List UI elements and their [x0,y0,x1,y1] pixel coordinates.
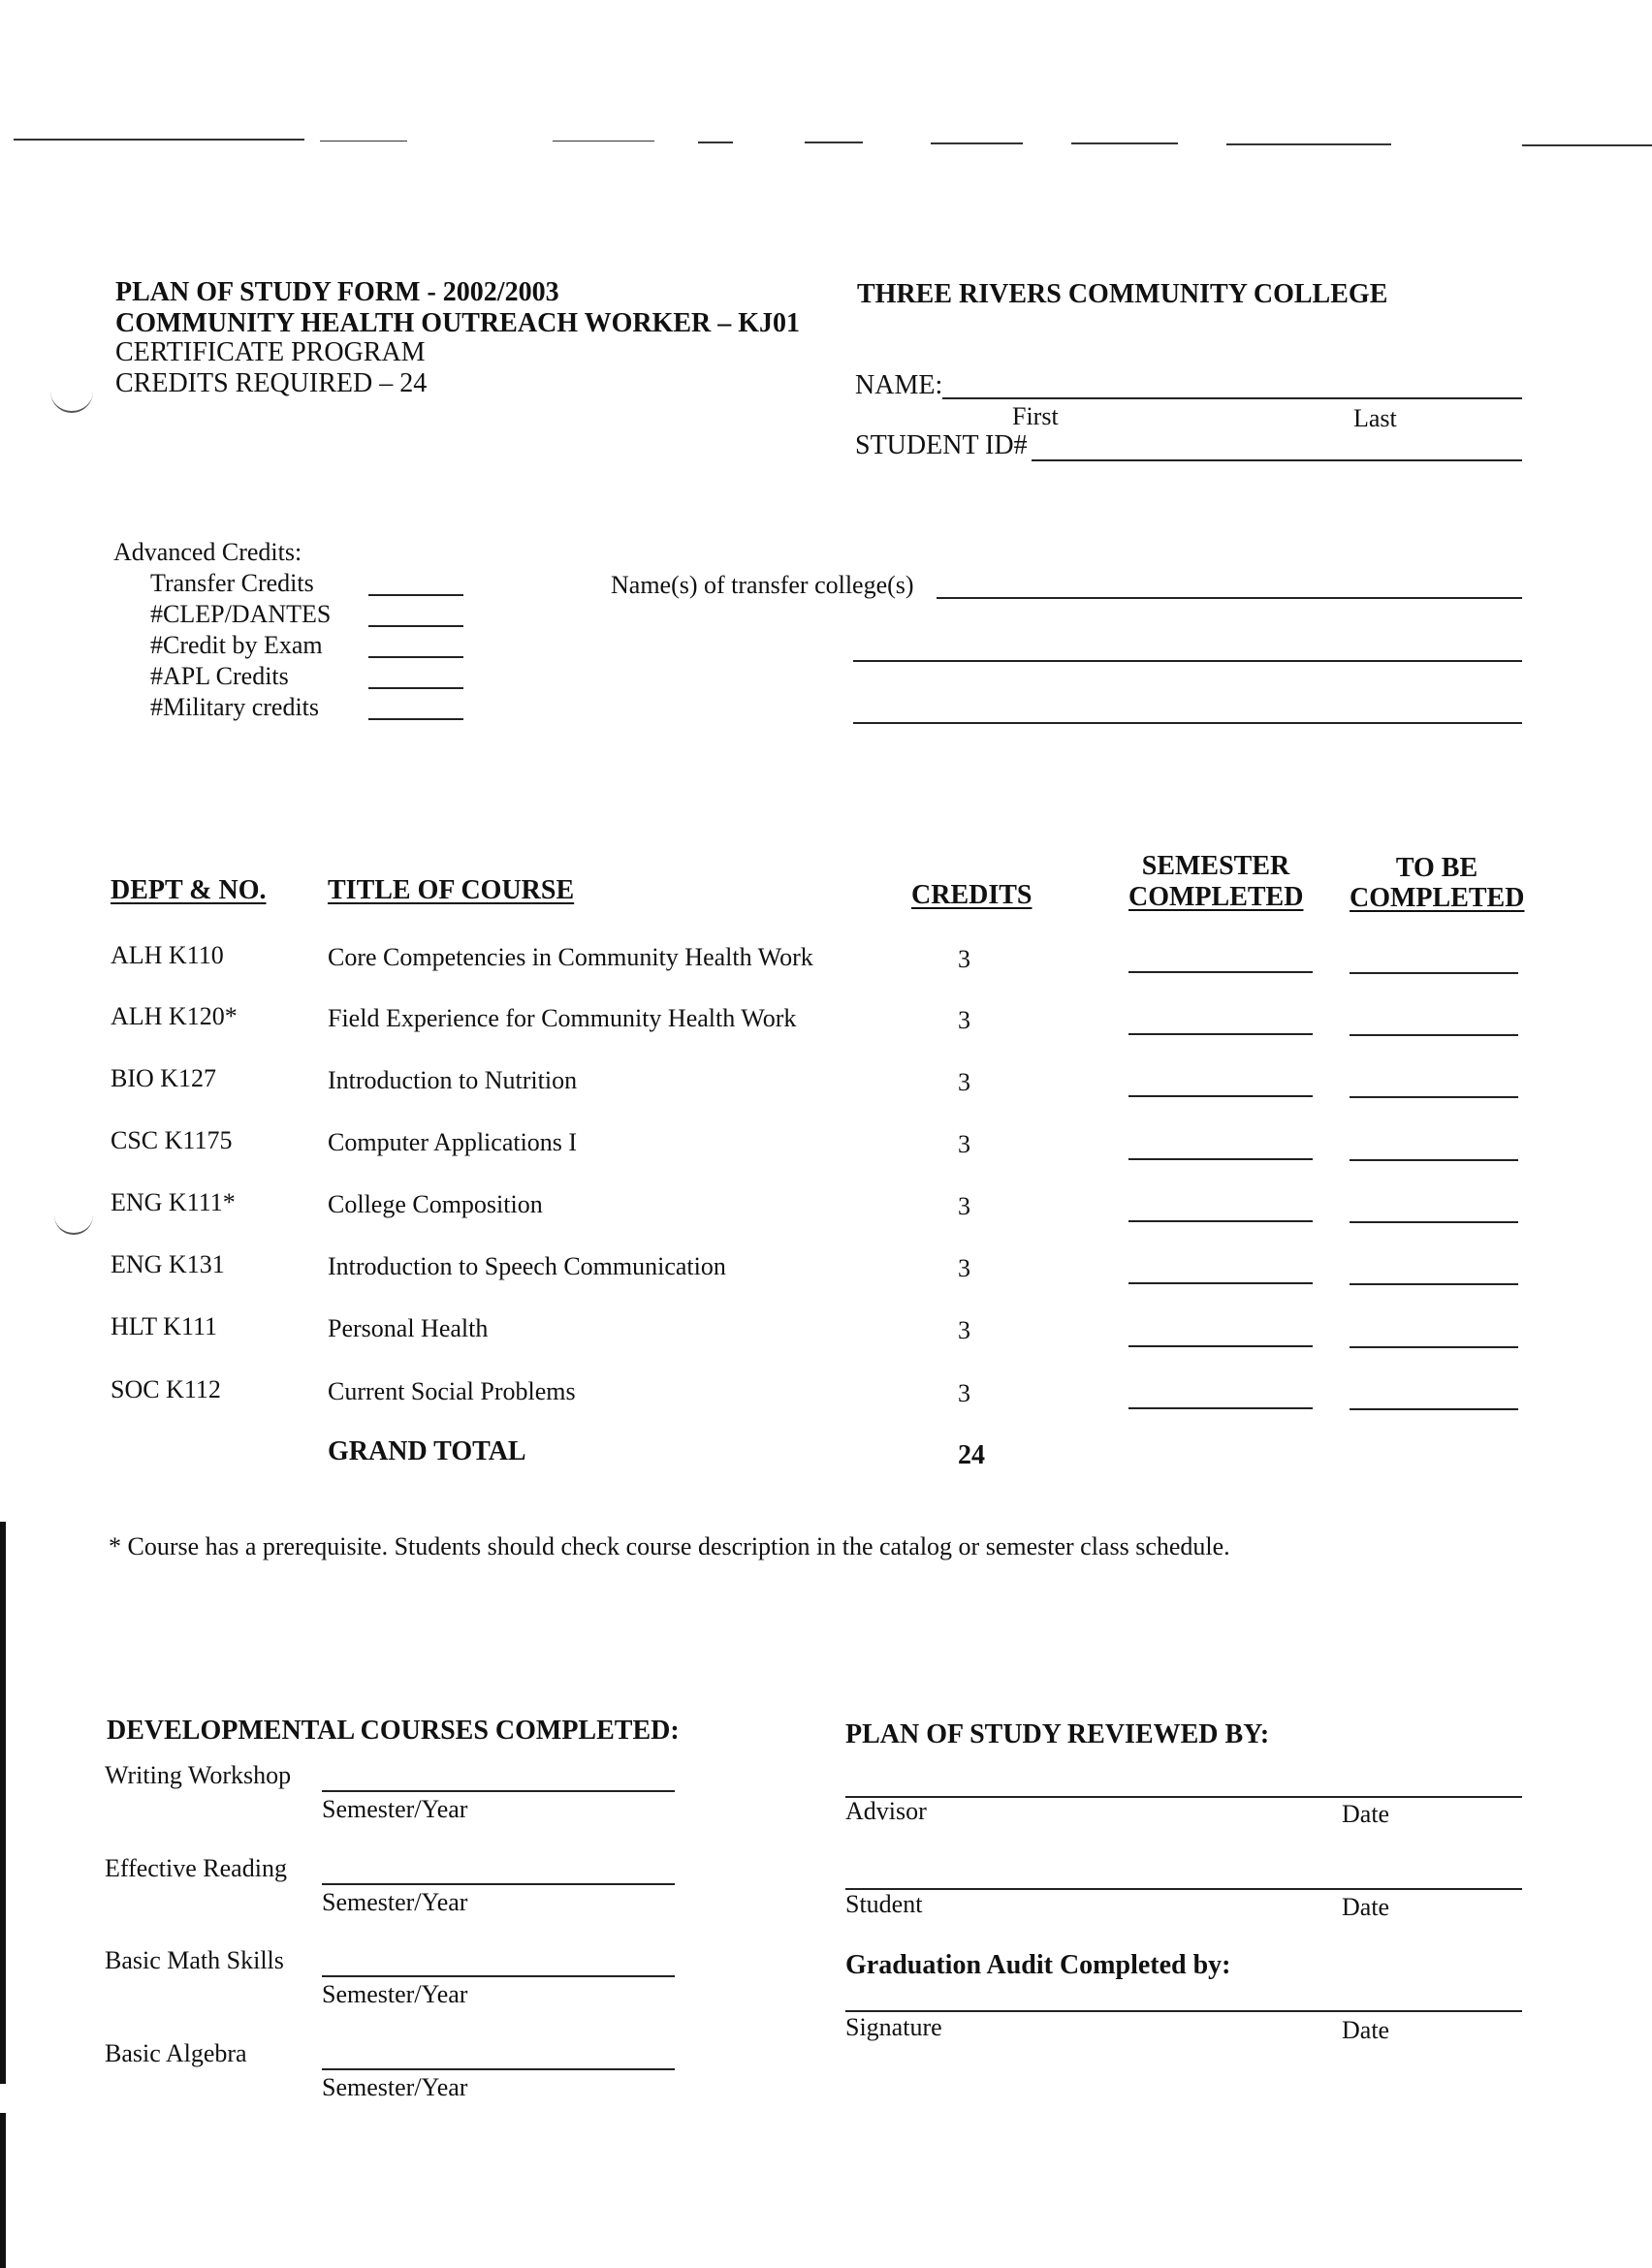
credits-required: CREDITS REQUIRED – 24 [115,368,428,398]
transfer-college-label: Name(s) of transfer college(s) [611,571,914,599]
name-field[interactable] [942,397,1522,399]
row-title: Introduction to Nutrition [328,1066,578,1094]
row-credits: 3 [958,1192,970,1220]
audit-title: Graduation Audit Completed by: [845,1950,1231,1980]
last-name-label: Last [1353,404,1397,432]
advisor-date-label: Date [1342,1800,1390,1828]
to-be-completed-field[interactable] [1350,1221,1518,1223]
row-credits: 3 [958,1254,970,1282]
developmental-title: DEVELOPMENTAL COURSES COMPLETED: [107,1716,680,1746]
row-dept: SOC K112 [111,1375,221,1403]
developmental-item-label: Writing Workshop [105,1761,292,1789]
row-credits: 3 [958,1006,970,1034]
transfer-college-field-2[interactable] [853,660,1522,662]
transfer-college-field-1[interactable] [937,597,1522,599]
military-credits-field[interactable] [368,718,463,720]
developmental-item-label: Effective Reading [105,1854,287,1882]
header-semester-1: SEMESTER [1141,851,1290,881]
semester-completed-field[interactable] [1128,971,1313,973]
grand-total-label: GRAND TOTAL [328,1436,526,1466]
signature-label: Signature [845,2013,942,2041]
grand-total-value: 24 [958,1440,985,1470]
row-dept: CSC K1175 [111,1126,233,1154]
transfer-college-field-3[interactable] [853,722,1522,724]
developmental-item-label: Basic Math Skills [105,1946,284,1974]
student-label: Student [845,1890,923,1918]
semester-year-label: Semester/Year [322,1888,468,1916]
advanced-item-label: Transfer Credits [150,569,314,597]
advisor-label: Advisor [845,1797,927,1825]
advanced-item-label: #Credit by Exam [150,631,323,659]
semester-completed-field[interactable] [1128,1095,1313,1097]
to-be-completed-field[interactable] [1350,1034,1518,1036]
advanced-credits-title: Advanced Credits: [113,538,302,566]
student-date-label: Date [1342,1893,1390,1921]
row-title: Computer Applications I [328,1128,578,1156]
to-be-completed-field[interactable] [1350,1096,1518,1098]
to-be-completed-field[interactable] [1350,1283,1518,1285]
advanced-item-label: #Military credits [150,693,320,721]
basic-algebra-field[interactable] [322,2068,675,2070]
basic-math-skills-field[interactable] [322,1975,675,1977]
semester-year-label: Semester/Year [322,1980,468,2008]
transfer-credits-field[interactable] [368,594,463,596]
header-semester-2: COMPLETED [1128,882,1304,912]
clep-dantes-field[interactable] [368,625,463,627]
developmental-item-label: Basic Algebra [105,2039,247,2067]
semester-completed-field[interactable] [1128,1220,1313,1222]
row-title: Personal Health [328,1314,489,1342]
row-dept: ALH K110 [111,941,224,969]
prerequisite-footnote: * Course has a prerequisite. Students should check course description in the catalog or semester class schedule. [109,1532,1230,1560]
apl-credits-field[interactable] [368,687,463,689]
advanced-item-label: #CLEP/DANTES [150,600,332,628]
program-type: CERTIFICATE PROGRAM [115,337,426,367]
semester-completed-field[interactable] [1128,1033,1313,1035]
row-credits: 3 [958,1130,970,1158]
student-signature-field[interactable] [845,1888,1522,1890]
semester-year-label: Semester/Year [322,2073,468,2101]
semester-completed-field[interactable] [1128,1282,1313,1284]
to-be-completed-field[interactable] [1350,972,1518,974]
semester-completed-field[interactable] [1128,1158,1313,1160]
credit-by-exam-field[interactable] [368,656,463,658]
header-tobe-1: TO BE [1395,853,1478,883]
row-credits: 3 [958,1379,970,1407]
student-id-field[interactable] [1032,459,1522,461]
semester-completed-field[interactable] [1128,1407,1313,1409]
to-be-completed-field[interactable] [1350,1159,1518,1161]
row-dept: ALH K120* [111,1002,238,1030]
row-title: Current Social Problems [328,1377,576,1405]
review-title: PLAN OF STUDY REVIEWED BY: [845,1719,1270,1749]
semester-year-label: Semester/Year [322,1795,468,1823]
to-be-completed-field[interactable] [1350,1408,1518,1410]
header-credits: CREDITS [911,880,1032,910]
header-title: TITLE OF COURSE [328,875,575,905]
row-dept: HLT K111 [111,1312,218,1340]
form-title: PLAN OF STUDY FORM - 2002/2003 [115,277,559,307]
advanced-item-label: #APL Credits [150,662,289,690]
first-name-label: First [1012,402,1059,430]
row-title: Core Competencies in Community Health Work [328,943,813,971]
semester-completed-field[interactable] [1128,1345,1313,1347]
effective-reading-field[interactable] [322,1883,675,1885]
name-label: NAME: [855,370,943,400]
audit-signature-field[interactable] [845,2010,1522,2012]
student-id-label: STUDENT ID# [855,430,1028,460]
writing-workshop-field[interactable] [322,1790,675,1792]
row-credits: 3 [958,1316,970,1344]
row-title: Field Experience for Community Health Work [328,1004,797,1032]
program-title: COMMUNITY HEALTH OUTREACH WORKER – KJ01 [115,308,801,338]
row-title: Introduction to Speech Communication [328,1252,726,1280]
header-tobe-2: COMPLETED [1350,883,1525,913]
row-dept: ENG K111* [111,1188,236,1216]
row-title: College Composition [328,1190,543,1218]
to-be-completed-field[interactable] [1350,1346,1518,1348]
row-dept: BIO K127 [111,1064,217,1092]
college-name: THREE RIVERS COMMUNITY COLLEGE [857,279,1388,309]
header-dept: DEPT & NO. [111,875,267,905]
advisor-signature-field[interactable] [845,1796,1522,1798]
signature-date-label: Date [1342,2016,1390,2044]
row-credits: 3 [958,1068,970,1096]
row-credits: 3 [958,945,970,973]
row-dept: ENG K131 [111,1250,225,1278]
